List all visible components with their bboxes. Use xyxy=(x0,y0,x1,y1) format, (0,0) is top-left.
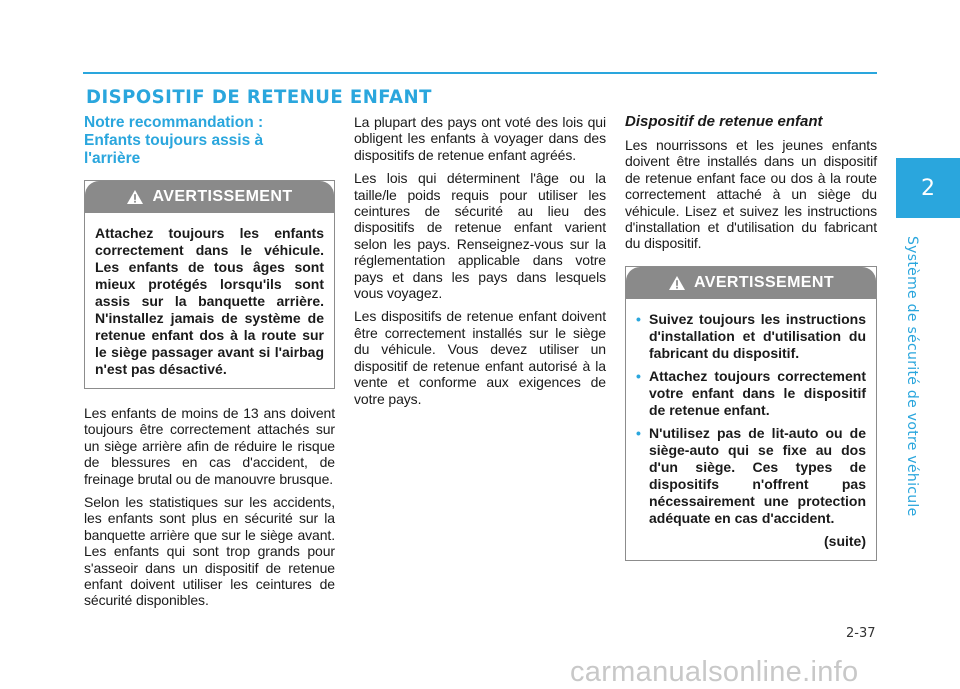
list-item xyxy=(636,425,866,527)
recommendation-heading-line-3: l'arrière xyxy=(84,150,141,167)
continued-label: (suite) xyxy=(824,532,866,549)
child-restraint-heading: Dispositif de retenue enfant xyxy=(625,113,823,130)
paragraph: Les nourrissons et les jeunes enfants doivent être installés dans un dispositif de retenue enfant face ou dos à la route correctement attaché à un siège du véhicule. Lisez et suivez les instructions d'installation et d'utilisation du fabricant du dispositif. xyxy=(625,137,877,252)
list-item xyxy=(636,368,866,419)
warning-title: AVERTISSEMENT xyxy=(693,273,835,291)
list-item xyxy=(636,311,866,362)
bullet-icon: • xyxy=(636,310,641,327)
paragraph: Selon les statistiques sur les accidents, les enfants sont plus en sécurité sur la banquette arrière que sur le siège avant. Les enfants qui sont trop grands pour s'asseoir dans un dispositif de retenue enfant doivent utiliser les ceintures de sécurité disponibles. xyxy=(84,494,335,609)
paragraph: Les lois qui déterminent l'âge ou la taille/le poids requis pour utiliser les ceintures de sécurité au lieu des dispositifs de retenue enfant varient selon les pays. Renseignez-vous sur la réglementation applicable dans votre pays et dans les pays dans lesquels vous voyagez. xyxy=(354,170,606,302)
column-1 xyxy=(84,114,335,616)
list-item-text: N'utilisez pas de lit-auto ou de siège-auto qui se fixe au dos d'un siège. Ces types de dispositifs n'offrent pas nécessairement une protection adéquate en cas d'accident. xyxy=(649,424,866,526)
warning-text: Attachez toujours les enfants correctement dans le véhicule. Les enfants de tous âges sont mieux protégés lorsqu'ils sont assis sur la banquette arrière. N'installez jamais de système de retenue enfant dos à la route sur le siège passager avant si l'airbag n'est pas désactivé. xyxy=(95,225,324,377)
chapter-title: Système de sécurité de votre véhicule xyxy=(904,236,920,517)
list-item-text: Suivez toujours les instructions d'installation et d'utilisation du fabricant du dispositif. xyxy=(649,310,866,361)
page-number: 2-37 xyxy=(846,626,876,641)
chapter-tab[interactable] xyxy=(896,158,960,218)
warning-triangle-icon xyxy=(126,189,144,205)
watermark: carmanualsonline.info xyxy=(570,656,859,688)
warning-list xyxy=(626,299,876,560)
paragraph: Les enfants de moins de 13 ans doivent toujours être correctement attachés sur un siège arrière afin de réduire le risque de blessures en cas d'accident, de freinage brutal ou de manouvre brusque. xyxy=(84,405,335,487)
recommendation-heading-line-1: Notre recommandation : xyxy=(84,114,264,131)
warning-header xyxy=(626,267,876,299)
top-rule xyxy=(83,72,877,74)
recommendation-heading-line-2: Enfants toujours assis à xyxy=(84,132,264,149)
paragraph: Les dispositifs de retenue enfant doivent être correctement installés sur le siège du véhicule. Vous devez utiliser un dispositif de retenue enfant autorisé à la vente et conforme aux exigences de votre pays. xyxy=(354,308,606,407)
warning-box-2 xyxy=(625,266,877,561)
warning-title: AVERTISSEMENT xyxy=(152,188,293,205)
warning-box-1 xyxy=(84,180,335,389)
col1-paragraphs xyxy=(84,405,335,609)
bullet-icon: • xyxy=(636,367,641,384)
chapter-number: 2 xyxy=(921,175,935,201)
column-2 xyxy=(354,114,606,414)
section-title: DISPOSITIF DE RETENUE ENFANT xyxy=(86,86,432,108)
list-item-text: Attachez toujours correctement votre enfant dans le dispositif de retenue enfant. xyxy=(649,367,866,418)
paragraph: La plupart des pays ont voté des lois qui obligent les enfants à voyager dans des dispositifs de retenue enfant agréés. xyxy=(354,114,606,163)
warning-triangle-icon xyxy=(668,275,686,291)
recommendation-heading xyxy=(84,114,335,168)
bullet-icon: • xyxy=(636,424,641,441)
column-3 xyxy=(625,113,877,561)
warning-header xyxy=(85,181,334,213)
